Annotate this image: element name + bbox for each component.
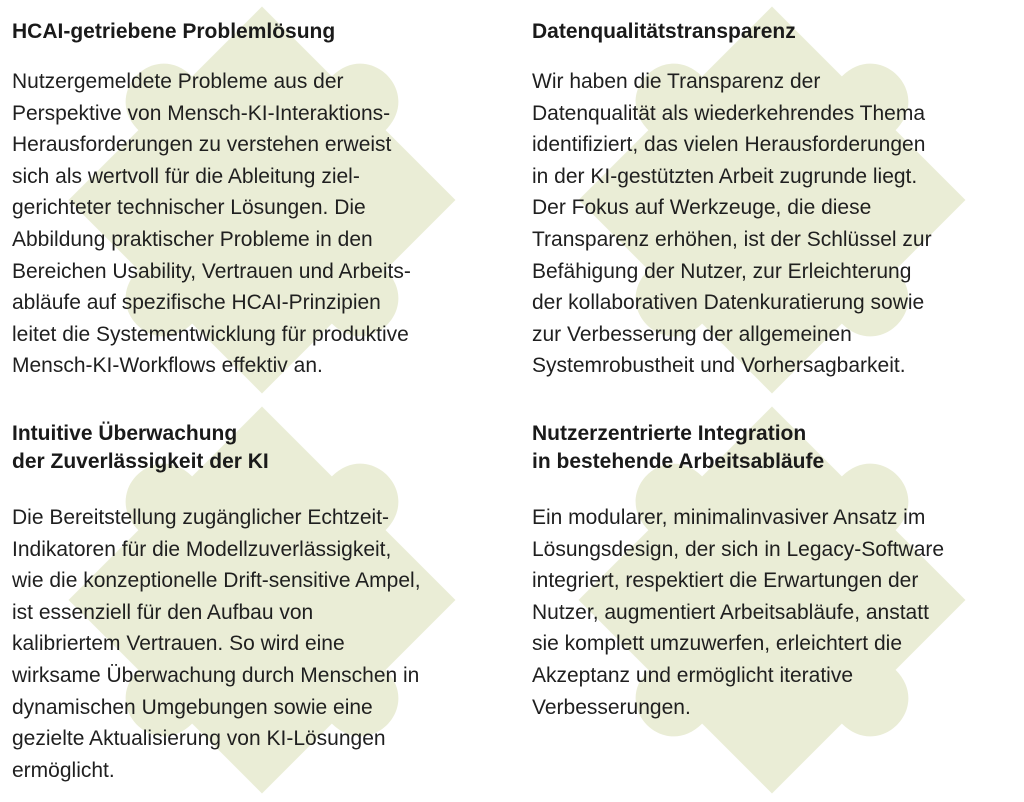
title-line: Intuitive Überwachung bbox=[12, 422, 238, 445]
quadrant-data-quality-transparency bbox=[532, 18, 1022, 382]
title-line: Nutzerzentrierte Integration bbox=[532, 422, 807, 445]
body-line: Abbildung praktischer Probleme in den bbox=[12, 227, 373, 251]
body-line: zur Verbesserung der allgemeinen bbox=[532, 322, 852, 346]
quadrant-title bbox=[532, 18, 1022, 46]
quadrant-hcai-problem-solving bbox=[12, 18, 512, 382]
body-line: leitet die Systementwicklung für produktive bbox=[12, 322, 409, 346]
body-line: sie komplett umzuwerfen, erleichtert die bbox=[532, 632, 902, 656]
quadrant-body bbox=[532, 502, 1022, 723]
body-line: Nutzer, augmentiert Arbeitsabläufe, anstatt bbox=[532, 600, 929, 624]
body-line: Wir haben die Transparenz der bbox=[532, 70, 821, 93]
body-line: wie die konzeptionelle Drift-sensitive Ampel, bbox=[12, 569, 421, 593]
quadrant-title bbox=[12, 420, 512, 476]
quadrant-ai-reliability-monitoring bbox=[12, 420, 512, 786]
body-line: integriert, respektiert die Erwartungen der bbox=[532, 569, 919, 593]
body-line: kalibriertem Vertrauen. So wird eine bbox=[12, 632, 345, 656]
body-line: Der Fokus auf Werkzeuge, die diese bbox=[532, 196, 872, 220]
body-line: sich als wertvoll für die Ableitung ziel- bbox=[12, 164, 360, 188]
title-line: der Zuverlässigkeit der KI bbox=[12, 450, 269, 473]
body-line: Lösungsdesign, der sich in Legacy-Software bbox=[532, 537, 945, 561]
quadrant-body bbox=[532, 66, 1022, 382]
title-line: Datenqualitätstransparenz bbox=[532, 20, 796, 43]
body-line: Die Bereitstellung zugänglicher Echtzeit- bbox=[12, 506, 390, 529]
body-line: wirksame Überwachung durch Menschen in bbox=[12, 663, 420, 687]
body-line: Systemrobustheit und Vorhersagbarkeit. bbox=[532, 354, 906, 378]
quadrant-body bbox=[12, 502, 512, 786]
body-line: Herausforderungen zu verstehen erweist bbox=[12, 133, 392, 157]
body-line: ermöglicht. bbox=[12, 758, 115, 782]
body-line: Ein modularer, minimalinvasiver Ansatz im bbox=[532, 506, 926, 529]
body-line: Akzeptanz und ermöglicht iterative bbox=[532, 663, 853, 687]
quadrant-title bbox=[12, 18, 512, 46]
body-line: ist essenziell für den Aufbau von bbox=[12, 600, 314, 624]
body-line: Befähigung der Nutzer, zur Erleichterung bbox=[532, 259, 912, 283]
title-line: HCAI-getriebene Problemlösung bbox=[12, 20, 336, 43]
body-line: Verbesserungen. bbox=[532, 695, 691, 719]
body-line: in der KI-gestützten Arbeit zugrunde liegt. bbox=[532, 164, 918, 188]
body-line: Transparenz erhöhen, ist der Schlüssel zur bbox=[532, 227, 932, 251]
quadrant-body bbox=[12, 66, 512, 382]
body-line: identifiziert, das vielen Herausforderungen bbox=[532, 133, 926, 157]
body-line: gerichteter technischer Lösungen. Die bbox=[12, 196, 366, 220]
body-line: Datenqualität als wiederkehrendes Thema bbox=[532, 101, 926, 125]
body-line: Nutzergemeldete Probleme aus der bbox=[12, 70, 344, 93]
body-line: dynamischen Umgebungen sowie eine bbox=[12, 695, 373, 719]
body-line: abläufe auf spezifische HCAI-Prinzipien bbox=[12, 291, 381, 315]
body-line: Mensch-KI-Workflows effektiv an. bbox=[12, 354, 323, 378]
body-line: Indikatoren für die Modellzuverlässigkeit, bbox=[12, 537, 392, 561]
quadrant-user-centered-integration bbox=[532, 420, 1022, 723]
body-line: der kollaborativen Datenkuratierung sowie bbox=[532, 291, 925, 315]
body-line: gezielte Aktualisierung von KI-Lösungen bbox=[12, 727, 386, 751]
title-line: in bestehende Arbeitsabläufe bbox=[532, 450, 825, 473]
body-line: Bereichen Usability, Vertrauen und Arbeits- bbox=[12, 259, 411, 283]
body-line: Perspektive von Mensch-KI-Interaktions- bbox=[12, 101, 391, 125]
quadrant-title bbox=[532, 420, 1022, 476]
